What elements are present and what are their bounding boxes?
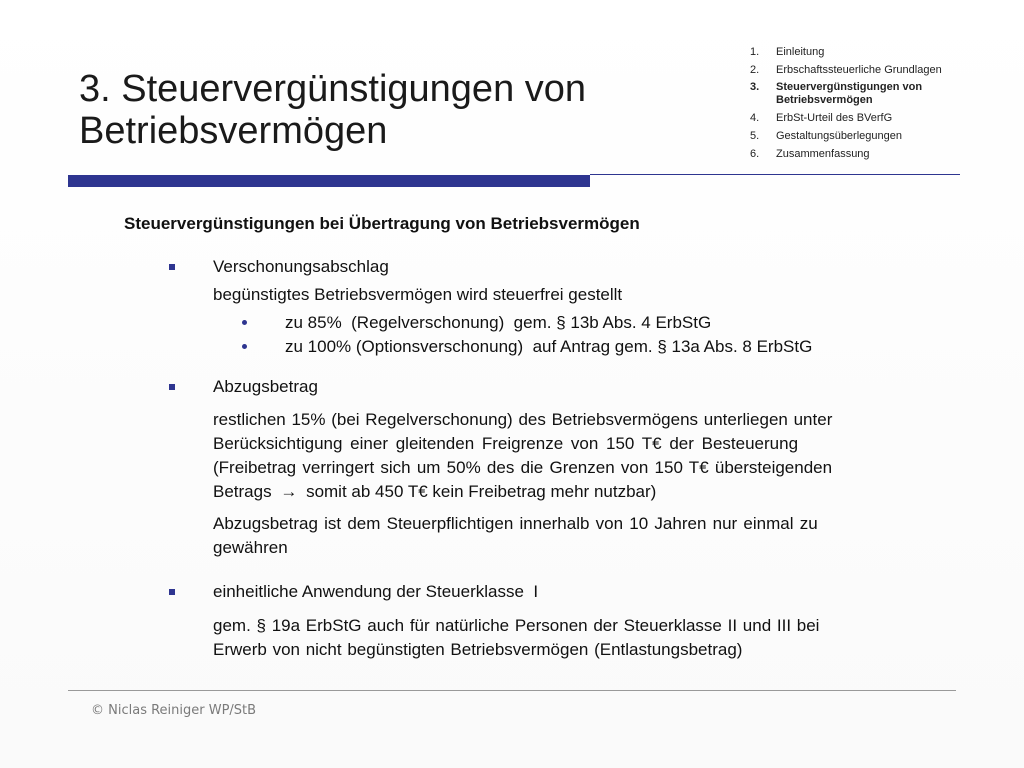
toc-label: ErbSt-Urteil des BVerfG bbox=[776, 112, 893, 124]
paragraph-text: Betrags bbox=[213, 482, 272, 501]
paragraph-line: Erwerb von nicht begünstigten Betriebsvermögen (Entlastungsbetrag) bbox=[213, 640, 743, 659]
footer-copyright: © Niclas Reiniger WP/StB bbox=[91, 703, 257, 718]
round-bullet-icon bbox=[242, 320, 247, 325]
paragraph-line: Abzugsbetrag ist dem Steuerpflichtigen innerhalb von 10 Jahren nur einmal zu bbox=[213, 514, 818, 533]
toc-label: Gestaltungsüberlegungen bbox=[776, 130, 902, 142]
slide-title-line-2: Betriebsvermögen bbox=[79, 110, 388, 152]
toc-number: 2. bbox=[750, 64, 760, 76]
toc-number: 4. bbox=[750, 112, 760, 124]
section-text: begünstigtes Betriebsvermögen wird steuerfrei gestellt bbox=[213, 285, 623, 304]
toc-number: 6. bbox=[750, 148, 760, 160]
section-title-abzugsbetrag: Abzugsbetrag bbox=[213, 377, 318, 396]
toc-number: 5. bbox=[750, 130, 760, 142]
round-bullet-icon bbox=[242, 344, 247, 349]
toc-label: Zusammenfassung bbox=[776, 148, 870, 160]
paragraph-line: restlichen 15% (bei Regelverschonung) des Betriebsvermögens unterliegen unter bbox=[213, 410, 833, 429]
paragraph-line: gem. § 19a ErbStG auch für natürliche Personen der Steuerklasse II und III bei bbox=[213, 616, 820, 635]
square-bullet-icon bbox=[169, 589, 175, 595]
toc-number: 3. bbox=[750, 81, 760, 93]
arrow-right-icon: → bbox=[280, 482, 298, 501]
content-heading: Steuervergünstigungen bei Übertragung von Betriebsvermögen bbox=[124, 214, 640, 233]
paragraph-line: (Freibetrag verringert sich um 50% des die Grenzen von 150 T€ übersteigenden bbox=[213, 458, 833, 477]
toc-label: Steuervergünstigungen von Betriebsvermögen bbox=[776, 81, 923, 106]
square-bullet-icon bbox=[169, 264, 175, 270]
paragraph-line bbox=[213, 480, 656, 504]
square-bullet-icon bbox=[169, 384, 175, 390]
paragraph-line: gewähren bbox=[213, 538, 288, 557]
footer-divider bbox=[68, 690, 956, 691]
section-title-verschonungsabschlag: Verschonungsabschlag bbox=[213, 257, 389, 276]
paragraph-line: Berücksichtigung einer gleitenden Freigrenze von 150 T€ der Besteuerung bbox=[213, 434, 799, 453]
sub-bullet-item: zu 85% (Regelverschonung) gem. § 13b Abs. 4 ErbStG bbox=[285, 313, 712, 332]
toc-label: Einleitung bbox=[776, 46, 825, 58]
toc-label: Erbschaftssteuerliche Grundlagen bbox=[776, 64, 942, 76]
slide-title-line-1: 3. Steuervergünstigungen von bbox=[79, 68, 587, 110]
section-title-steuerklasse: einheitliche Anwendung der Steuerklasse I bbox=[213, 582, 539, 601]
sub-bullet-item: zu 100% (Optionsverschonung) auf Antrag gem. § 13a Abs. 8 ErbStG bbox=[285, 337, 813, 356]
paragraph-text: somit ab 450 T€ kein Freibetrag mehr nutzbar) bbox=[306, 482, 657, 501]
toc-number: 1. bbox=[750, 46, 760, 58]
